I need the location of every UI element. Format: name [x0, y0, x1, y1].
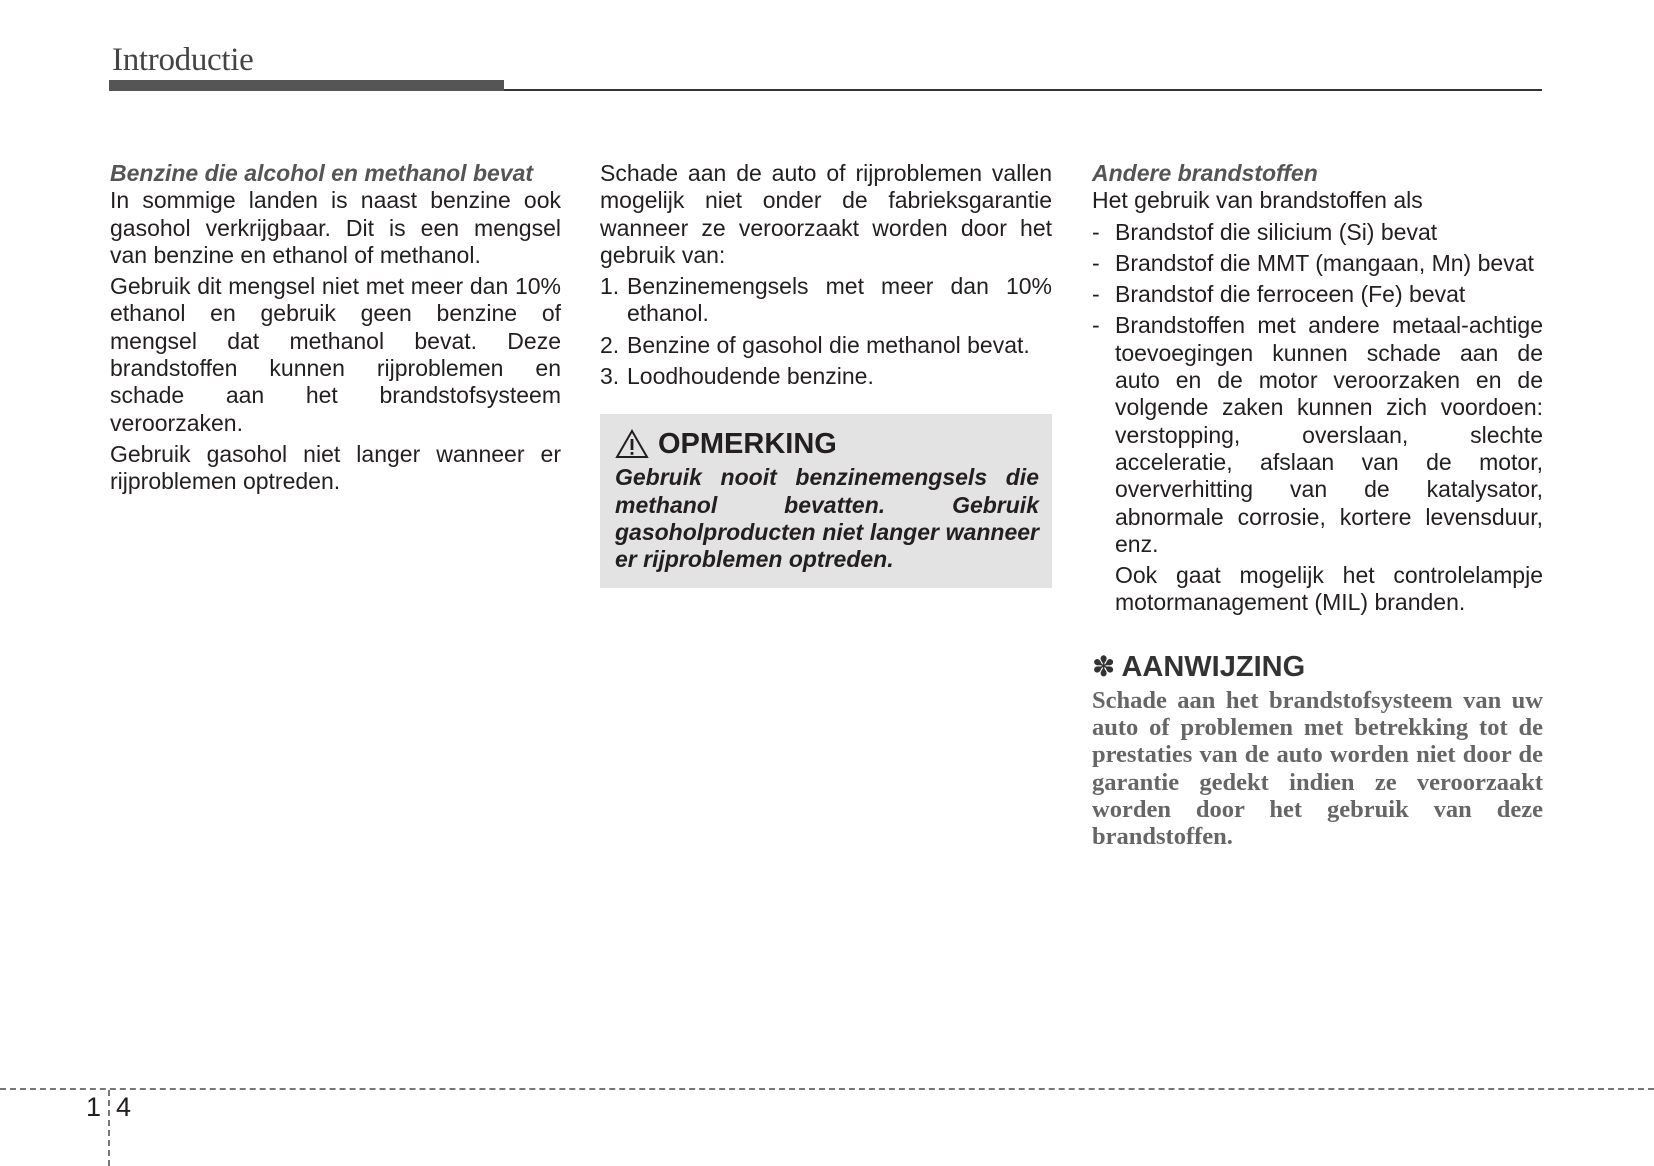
- list-item: [1092, 219, 1543, 246]
- warning-triangle-icon: [615, 429, 649, 459]
- list-text: Brandstof die MMT (mangaan, Mn) bevat: [1115, 249, 1534, 276]
- list-text: Brandstof die silicium (Si) bevat: [1115, 218, 1438, 245]
- header-rule-thick: [109, 80, 504, 91]
- list-item: [600, 332, 1052, 359]
- paragraph: Schade aan de auto of rijproblemen vallen mogelijk niet onder de fabrieksgarantie wanneer ze veroorzaakt worden door het gebruik van:: [600, 160, 1052, 268]
- list-text: Benzine of gasohol die methanol bevat.: [627, 331, 1030, 358]
- list-item: [1092, 250, 1543, 277]
- section-heading-other-fuels: Andere brandstoffen: [1092, 160, 1318, 186]
- list-text: Benzinemengsels met meer dan 10% ethanol.: [627, 273, 1052, 327]
- hint-header: [1092, 649, 1543, 685]
- section-heading-alcohol-fuel: Benzine die alcohol en methanol bevat: [110, 160, 534, 186]
- footer-dashed-line: [0, 1088, 1654, 1090]
- column-left: [110, 160, 561, 500]
- list-dash: -: [1092, 218, 1100, 245]
- paragraph: Gebruik gasohol niet langer wanneer er rijproblemen optreden.: [110, 440, 561, 495]
- paragraph: Ook gaat mogelijk het controlelampje motormanagement (MIL) branden.: [1115, 562, 1543, 616]
- notice-title: OPMERKING: [658, 428, 837, 461]
- hint-body: Schade aan het brandstofsysteem van uw auto of problemen met betrekking tot de prestaties van de auto worden niet door de garantie gedekt indien ze veroorzaakt worden door het gebruik van deze brandstoffen.: [1092, 686, 1543, 851]
- asterisk-icon: ✽: [1092, 650, 1116, 682]
- list-dash: -: [1092, 249, 1100, 276]
- notice-body: Gebruik nooit benzinemengsels die methanol bevatten. Gebruik gasoholproducten niet langer wanneer er rijproblemen optreden.: [615, 464, 1039, 573]
- list-dash: -: [1092, 281, 1100, 308]
- hint-title: AANWIJZING: [1121, 650, 1306, 683]
- paragraph: Gebruik dit mengsel niet met meer dan 10% ethanol en gebruik geen benzine of mengsel dat methanol bevat. Deze brandstoffen kunnen rijproblemen en schade aan het brandstofsysteem veroorzaken.: [110, 273, 561, 436]
- paragraph: In sommige landen is naast benzine ook gasohol verkrijgbaar. Dit is een mengsel van benzine en ethanol of methanol.: [110, 187, 561, 268]
- list-item: [600, 273, 1052, 328]
- list-item: [1092, 312, 1543, 558]
- column-right: [1092, 160, 1543, 851]
- list-text: Loodhoudende benzine.: [627, 363, 874, 390]
- footer-dashed-divider: [108, 1090, 110, 1166]
- chapter-number: 1: [86, 1092, 102, 1122]
- page-header-title: Introductie: [112, 42, 254, 78]
- notice-header: [615, 426, 1039, 462]
- list-number: 1.: [600, 273, 620, 300]
- list-number: 3.: [600, 363, 620, 390]
- page-number: 4: [116, 1092, 132, 1122]
- header-rule-thin: [504, 89, 1542, 91]
- paragraph: Het gebruik van brandstoffen als: [1092, 187, 1423, 214]
- list-number: 2.: [600, 331, 620, 358]
- notice-box: [600, 414, 1052, 587]
- list-item: [600, 363, 1052, 390]
- list-item: [1092, 281, 1543, 308]
- list-dash: -: [1092, 312, 1100, 339]
- list-text: Brandstof die ferroceen (Fe) bevat: [1115, 281, 1466, 308]
- list-text: Brandstoffen met andere metaal-achtige toevoegingen kunnen schade aan de auto en de motor veroorzaken en de volgende zaken kunnen zich voordoen: verstopping, overslaan, slechte acceleratie, afslaan van de motor, oververhitting van de katalysator, abnormale corrosie, kortere levensduur, enz.: [1115, 312, 1543, 557]
- column-middle: [600, 160, 1052, 588]
